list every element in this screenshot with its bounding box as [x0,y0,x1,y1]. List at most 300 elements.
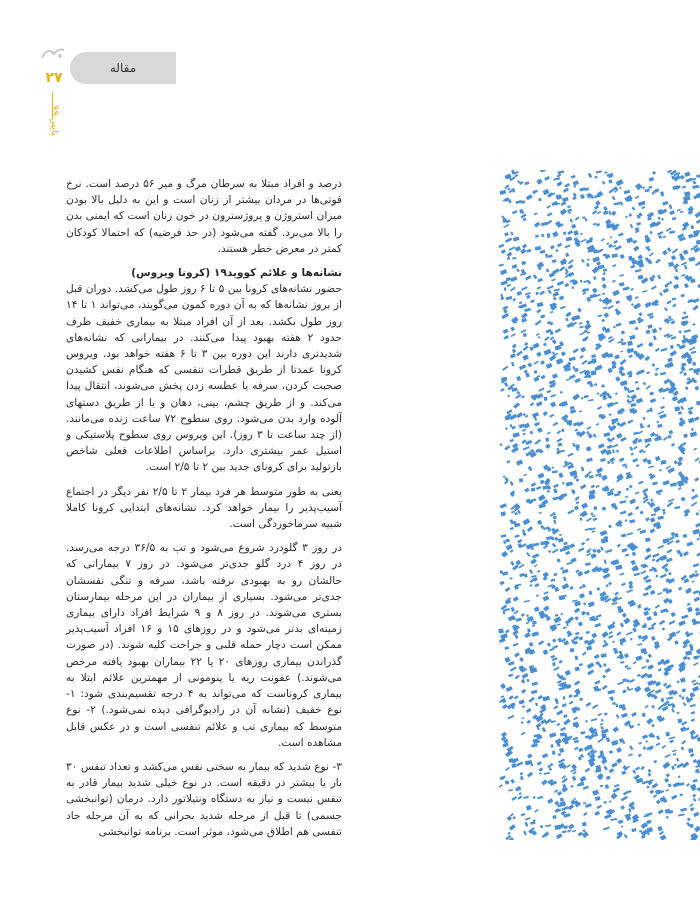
pattern-speck [640,530,647,534]
pattern-speck [582,360,588,365]
pattern-speck [636,398,643,404]
pattern-speck [511,607,515,612]
pattern-speck [569,586,573,590]
pattern-speck [523,433,526,436]
pattern-speck [667,357,673,362]
pattern-speck [659,469,662,472]
pattern-speck [674,764,677,766]
pattern-speck [565,253,569,257]
pattern-speck [522,717,525,719]
pattern-speck [662,509,665,512]
pattern-speck [566,562,572,565]
pattern-speck [660,574,667,579]
pattern-speck [615,392,618,395]
pattern-speck [568,804,574,810]
pattern-speck [543,649,549,655]
pattern-speck [515,675,520,679]
pattern-speck [516,268,520,272]
pattern-speck [567,509,574,514]
pattern-speck [635,296,639,299]
pattern-speck [560,613,563,616]
pattern-speck [668,536,675,541]
pattern-speck [650,528,656,533]
pattern-speck [686,783,690,787]
pattern-speck [500,269,507,275]
pattern-speck [527,249,532,253]
pattern-speck [638,635,642,640]
pattern-speck [682,762,689,769]
pattern-speck [572,776,577,781]
pattern-speck [662,397,665,399]
pattern-speck [596,223,600,227]
pattern-speck [504,382,508,387]
pattern-speck [682,315,689,319]
pattern-speck [598,443,605,449]
pattern-speck [579,410,582,413]
pattern-speck [510,549,514,553]
pattern-speck [650,517,656,522]
pattern-speck [525,372,530,377]
pattern-speck [626,679,630,682]
pattern-speck [596,805,602,810]
pattern-speck [511,796,517,801]
pattern-speck [519,699,525,704]
pattern-speck [688,407,694,411]
pattern-speck [661,218,664,221]
pattern-speck [694,596,700,602]
pattern-speck [669,230,675,233]
pattern-speck [539,772,542,774]
pattern-speck [586,426,591,430]
section-heading: نشانه‌ها و علائم کووید۱۹ (کرونا ویروس) [131,267,342,280]
pattern-speck [586,612,590,616]
pattern-speck [621,796,628,802]
pattern-speck [668,262,674,267]
pattern-speck [523,446,530,450]
pattern-speck [696,512,699,516]
pattern-speck [632,770,636,774]
pattern-speck [660,406,665,410]
pattern-speck [549,648,554,652]
pattern-speck [592,704,598,709]
pattern-speck [619,282,625,286]
pattern-speck [506,686,513,692]
pattern-speck [620,661,624,664]
pattern-speck [554,537,559,542]
pattern-speck [579,355,584,359]
pattern-speck [506,252,512,258]
pattern-speck [514,174,518,177]
pattern-speck [616,433,622,439]
pattern-speck [515,787,521,792]
pattern-speck [692,180,696,184]
pattern-speck [695,570,698,573]
pattern-speck [547,798,553,804]
pattern-speck [507,715,514,720]
pattern-speck [668,572,672,576]
pattern-speck [612,264,616,267]
pattern-speck [608,635,613,639]
pattern-speck [525,275,531,280]
pattern-speck [548,289,552,294]
pattern-speck [511,362,515,367]
pattern-speck [574,378,581,383]
pattern-speck [640,570,646,574]
pattern-speck [635,491,640,494]
pattern-speck [505,539,509,543]
pattern-speck [598,314,603,317]
pattern-speck [691,351,697,354]
pattern-speck [600,726,604,730]
pattern-speck [544,397,548,401]
pattern-speck [601,631,608,638]
pattern-speck [583,602,586,605]
pattern-speck [578,756,582,760]
pattern-speck [527,753,533,758]
pattern-speck [521,732,526,736]
pattern-speck [552,231,558,237]
pattern-speck [625,519,628,522]
pattern-speck [575,428,579,431]
pattern-speck [594,176,597,179]
pattern-speck [565,244,571,248]
pattern-speck [523,796,528,799]
pattern-speck [620,623,624,628]
pattern-speck [553,484,559,488]
pattern-speck [553,573,557,576]
pattern-speck [537,796,543,799]
pattern-speck [508,789,513,791]
pattern-speck [511,763,516,768]
pattern-speck [613,726,619,732]
pattern-speck [577,421,584,427]
pattern-speck [627,388,630,391]
pattern-speck [676,680,679,683]
pattern-speck [573,315,581,321]
pattern-speck [505,657,511,663]
pattern-speck [647,424,651,428]
pattern-speck [586,631,590,634]
pattern-speck [563,542,567,545]
pattern-speck [627,532,633,535]
pattern-speck [630,394,637,400]
pattern-speck [531,690,538,695]
pattern-speck [533,274,538,279]
pattern-speck [601,733,607,738]
pattern-speck [610,457,616,462]
pattern-speck [521,613,525,617]
pattern-speck [531,488,536,492]
pattern-speck [512,264,518,269]
paragraph-severe: ۳- نوع شدید که بیمار به سختی نفس می‌کشد و تعداد تنفس ۳۰ بار یا بیشتر در دقیقه است. در نوع خیلی شدید بیمار قادر به تنفس نیست و نیاز به دستگاه ونتیلاتور دارد. درمان (توانبخشی جسمی) تا قبل از مرحله شدید بحرانی که به آن مرحله حاد تنفسی هم اطلاق می‌شود، موثر است. برنامه توانبخشی [66,760,342,838]
pattern-speck [578,832,583,837]
pattern-speck [594,811,600,816]
pattern-speck [659,292,663,296]
pattern-speck [666,816,669,819]
pattern-speck [550,330,554,335]
pattern-speck [637,528,641,531]
pattern-speck [553,297,557,301]
pattern-speck [645,189,650,193]
pattern-speck [537,278,543,282]
pattern-speck [641,206,645,210]
pattern-speck [609,768,614,773]
pattern-speck [534,809,539,813]
pattern-speck [501,534,507,537]
pattern-speck [691,494,698,500]
pattern-speck [653,335,657,340]
paragraph-symptoms: حضور نشانه‌های کرونا بین ۵ تا ۶ روز طول می‌کشد. دوران قبل از بروز نشانه‌ها که به آن دوره کمون می‌گویند، می‌تواند ۱ تا ۱۴ روز طول بکشد. بعد از آن افراد مبتلا به بیماری خفیف ظرف حدود ۲ هفته بهبود پیدا می‌کنند. در بیمارانی که نشانه‌های شدیدتری دارند این دوره بین ۳ تا ۶ هفته خواهد بود. ویروس کرونا عمدتا از طریق قطرات تنفسی که هنگام نفس کشیدن صحبت کردن، سرفه یا عطسه زدن پخش می‌شوند، انتقال پیدا می‌کند. و از طریق چشم، بینی، دهان و یا از طریق دستهای آلوده وارد بدن می‌شود. روی سطوح ۷۲ ساعت زنده می‌مانند. (از چند ساعت تا ۳ روز). این ویروس روی سطوح پلاستیکی و استیل عمر بیشتری دارد. براساس اطلاعات فعلی شاخص بازتولید برای کرونای جدید بین ۲ تا ۲/۵ است. [66,283,342,474]
pattern-speck [596,170,602,173]
pattern-speck [569,701,574,705]
pattern-speck [666,697,673,700]
pattern-speck [580,232,583,235]
pattern-speck [646,785,649,788]
pattern-speck [625,465,628,468]
pattern-speck [647,827,653,833]
pattern-speck [526,295,531,300]
pattern-speck [554,789,558,793]
pattern-speck [614,354,620,359]
pattern-speck [644,687,650,693]
pattern-speck [561,786,568,792]
pattern-speck [573,180,579,186]
pattern-speck [536,594,539,596]
pattern-speck [543,342,547,346]
pattern-speck [638,312,642,316]
pattern-speck [678,620,685,626]
pattern-speck [506,544,513,550]
pattern-speck [560,727,566,732]
pattern-speck [552,496,558,500]
pattern-speck [648,186,652,189]
pattern-speck [501,511,506,516]
pattern-speck [625,216,628,219]
pattern-speck [538,387,544,392]
pattern-speck [684,513,688,516]
pattern-speck [603,211,608,215]
pattern-speck [648,627,654,630]
pattern-speck [658,668,662,672]
pattern-speck [578,547,584,552]
pattern-speck [658,235,662,239]
pattern-speck [510,813,514,817]
pattern-speck [620,338,624,342]
pattern-speck [601,277,606,282]
pattern-speck [535,702,538,706]
pattern-speck [683,433,688,438]
pattern-speck [567,208,572,212]
pattern-speck [599,298,602,301]
pattern-speck [555,345,562,351]
pattern-speck [557,430,562,434]
pattern-speck [657,411,664,415]
pattern-speck [633,446,637,450]
pattern-speck [593,223,597,226]
pattern-speck [519,657,523,662]
pattern-speck [651,513,656,516]
pattern-speck [560,798,564,802]
pattern-speck [530,578,535,583]
pattern-speck [540,314,545,318]
pattern-speck [556,833,563,839]
pattern-speck [615,300,620,304]
pattern-speck [633,303,641,310]
pattern-speck [662,627,665,630]
pattern-speck [521,313,528,319]
pattern-speck [678,411,682,415]
pattern-speck [565,318,569,322]
pattern-speck [604,559,607,564]
pattern-speck [655,367,659,371]
pattern-speck [520,329,526,333]
pattern-speck [601,384,605,388]
pattern-speck [672,248,678,253]
pattern-speck [526,708,532,713]
pattern-speck [636,387,640,391]
pattern-speck [687,818,691,822]
pattern-speck [499,190,506,195]
pattern-speck [551,655,556,659]
pattern-speck [593,276,596,280]
pattern-speck [632,627,637,632]
pattern-speck [588,173,593,178]
pattern-speck [609,800,611,802]
pattern-speck [591,485,595,489]
pattern-speck [625,495,628,498]
pattern-speck [655,574,658,577]
pattern-speck [541,779,547,785]
pattern-speck [597,249,604,254]
pattern-speck [692,362,696,366]
pattern-speck [660,460,666,465]
pattern-speck [653,760,657,764]
pattern-speck [505,427,508,430]
pattern-speck [515,512,518,515]
pattern-speck [607,491,614,496]
pattern-speck [568,694,572,698]
pattern-speck [538,428,543,433]
pattern-speck [628,512,633,516]
pattern-speck [606,776,611,780]
page-number: ۲۷ [45,70,63,86]
pattern-speck [552,351,555,355]
pattern-speck [633,246,639,252]
pattern-speck [672,217,676,220]
pattern-speck [595,200,601,206]
pattern-speck [549,732,556,738]
pattern-speck [533,376,539,382]
pattern-speck [608,211,611,215]
pattern-speck [642,713,646,717]
pattern-speck [510,353,516,358]
pattern-speck [612,444,618,448]
pattern-speck [665,732,670,737]
pattern-speck [559,801,566,807]
pattern-speck [663,480,670,485]
pattern-speck [512,257,516,259]
pattern-speck [645,537,651,542]
pattern-speck [522,244,527,249]
pattern-speck [640,511,644,515]
pattern-speck [621,771,626,775]
pattern-speck [651,286,657,291]
pattern-speck [688,417,695,423]
pattern-speck [624,834,628,839]
pattern-speck [564,595,567,597]
pattern-speck [555,249,558,252]
pattern-speck [592,288,598,294]
pattern-speck [562,583,570,590]
pattern-speck [567,453,573,457]
pattern-speck [592,530,596,533]
pattern-speck [693,779,698,783]
pattern-speck [680,677,686,682]
pattern-speck [604,712,608,715]
pattern-speck [631,288,634,291]
magazine-logo-icon [40,44,66,62]
pattern-speck [677,461,683,467]
pattern-speck [523,346,529,351]
pattern-speck [693,563,699,567]
pattern-speck [655,348,660,352]
pattern-speck [694,573,699,578]
pattern-speck [691,711,695,714]
pattern-speck [683,335,686,339]
pattern-speck [527,628,531,632]
pattern-speck [567,230,573,235]
pattern-speck [559,748,564,753]
pattern-speck [624,190,631,195]
pattern-speck [524,600,530,603]
pattern-speck [545,824,551,827]
pattern-speck [625,554,630,557]
pattern-speck [578,622,583,627]
pattern-speck [598,265,605,270]
pattern-speck [666,773,670,777]
pattern-speck [627,341,633,346]
pattern-speck [612,702,616,705]
pattern-speck [519,478,523,483]
pattern-speck [503,224,509,228]
pattern-speck [574,505,579,510]
pattern-speck [521,396,524,399]
pattern-speck [635,327,639,330]
pattern-speck [611,360,617,366]
pattern-speck [522,673,529,679]
pattern-speck [616,449,619,453]
pattern-speck [632,240,637,244]
pattern-speck [507,394,510,397]
pattern-speck [535,320,542,326]
pattern-speck [659,327,662,330]
pattern-speck [597,738,603,743]
pattern-speck [524,308,531,312]
pattern-speck [524,181,529,185]
pattern-speck [649,252,654,257]
pattern-speck [601,475,608,481]
pattern-speck [529,697,535,703]
pattern-speck [505,629,510,633]
pattern-speck [537,286,541,289]
pattern-speck [582,831,589,838]
pattern-speck [664,307,668,311]
pattern-speck [665,789,669,792]
pattern-speck [601,319,605,323]
pattern-speck [667,247,672,252]
pattern-speck [669,739,674,743]
pattern-speck [512,298,516,302]
